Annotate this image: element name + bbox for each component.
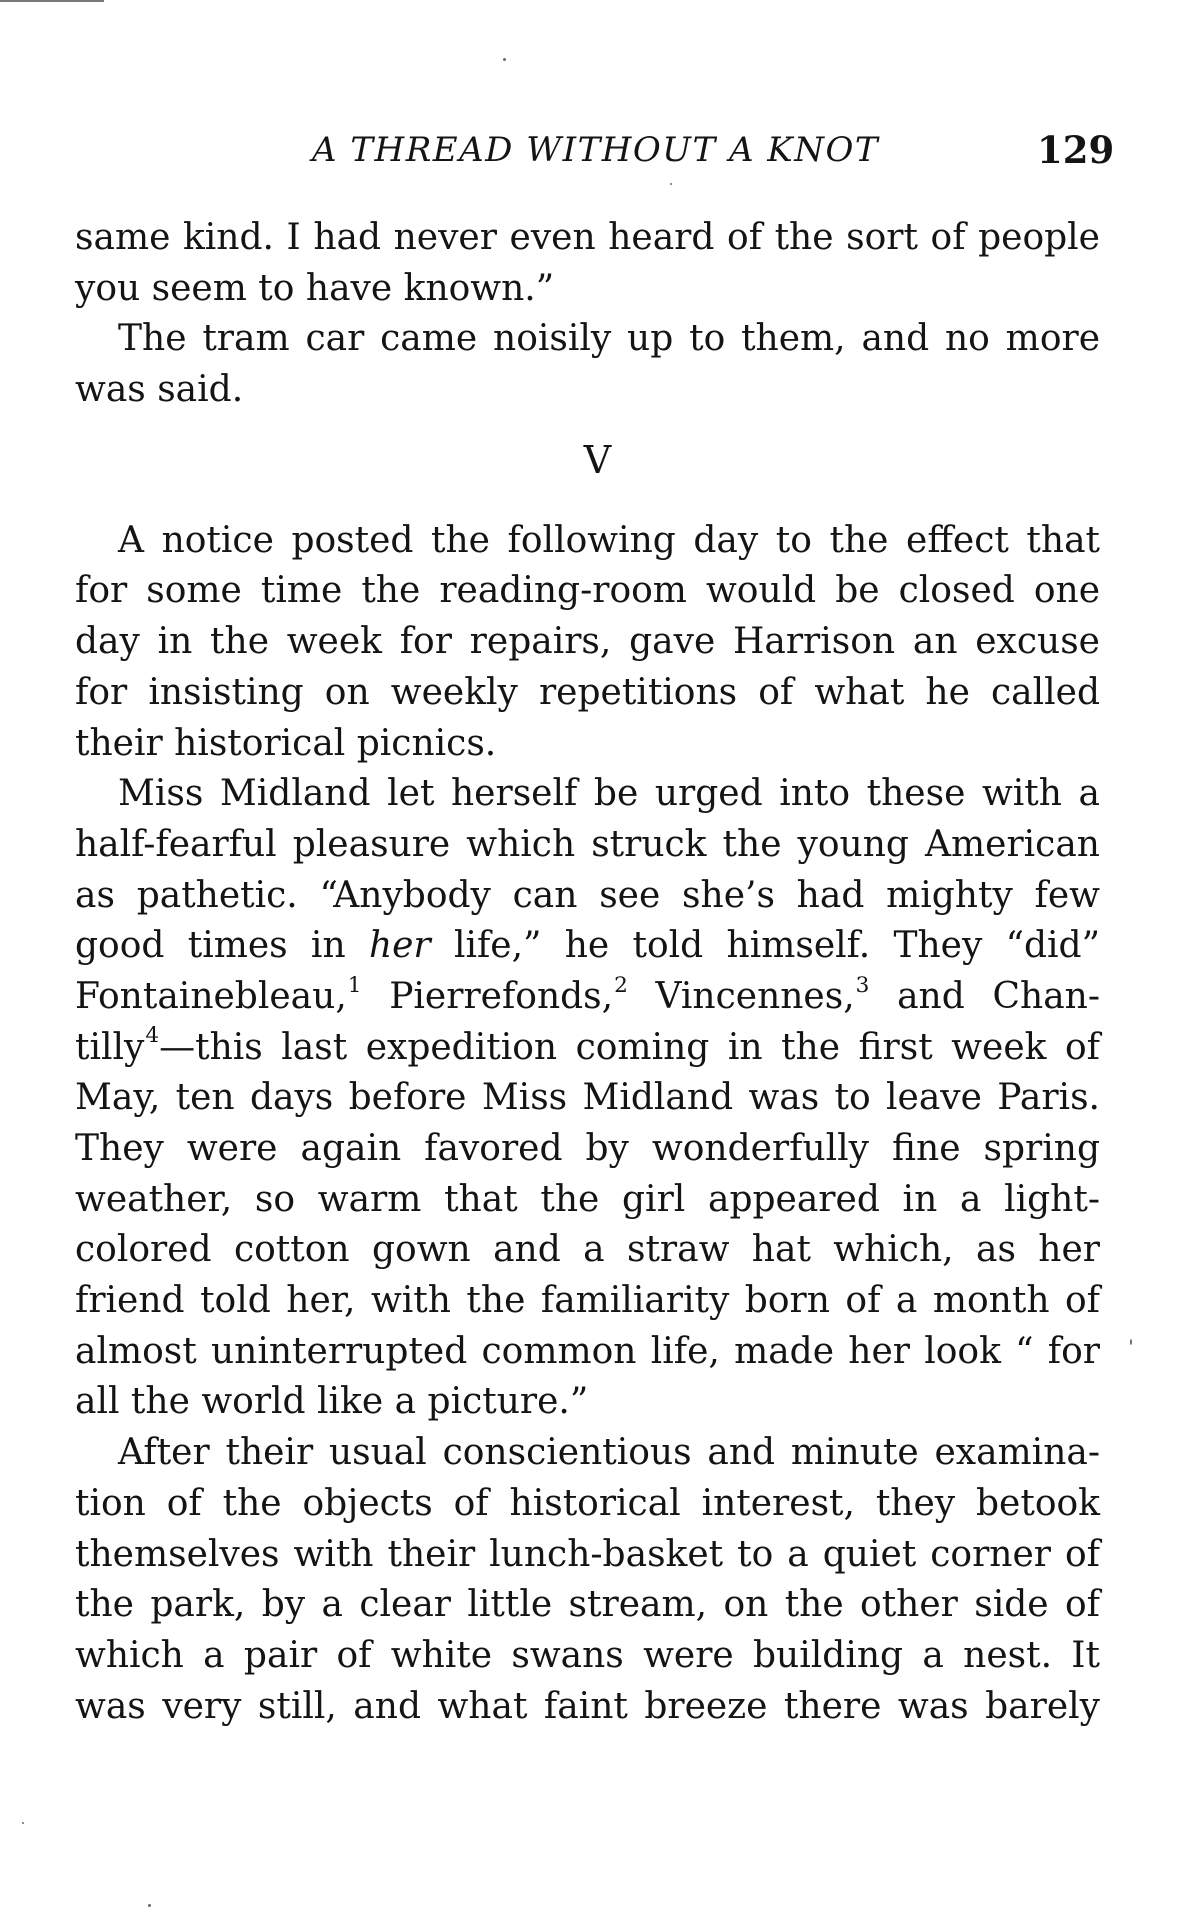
footnote-marker-3: 3 bbox=[855, 972, 870, 998]
text-line bbox=[75, 921, 1100, 972]
text-line: all the world like a picture.” bbox=[75, 1381, 589, 1423]
footnote-marker-2: 2 bbox=[614, 972, 628, 998]
text-line: colored cotton gown and a straw hat which, as her bbox=[75, 1229, 1100, 1271]
running-head bbox=[0, 128, 1201, 172]
text-line: same kind. I had never even heard of the sort of people bbox=[75, 217, 1100, 258]
text-fragment: and Chan- bbox=[869, 975, 1101, 1017]
text-fragment: life,” he told himself. They “did” bbox=[430, 925, 1100, 967]
text-line: for insisting on weekly repetitions of what he called bbox=[75, 671, 1100, 713]
text-line: as pathetic. “Anybody can see she’s had mighty few bbox=[75, 874, 1100, 916]
paper-speck bbox=[503, 58, 506, 61]
text-line: weather, so warm that the girl appeared in a light- bbox=[75, 1178, 1100, 1220]
text-line: After their usual conscientious and minute examina- bbox=[118, 1432, 1100, 1474]
text-line: you seem to have known.” bbox=[75, 267, 555, 309]
text-line: which a pair of white swans were building a nest. It bbox=[75, 1634, 1100, 1676]
paper-speck bbox=[670, 183, 672, 185]
text-line: was very still, and what faint breeze there was barely bbox=[75, 1685, 1100, 1727]
text-line: the park, by a clear little stream, on the other side of bbox=[75, 1584, 1100, 1626]
body-text bbox=[75, 213, 1100, 1732]
text-line: A notice posted the following day to the effect that bbox=[118, 519, 1100, 561]
text-line: half-fearful pleasure which struck the young American bbox=[75, 823, 1100, 865]
place-name: Fontainebleau, bbox=[75, 975, 347, 1017]
text-line bbox=[75, 972, 1100, 1023]
text-fragment: tilly bbox=[75, 1026, 145, 1068]
text-line: themselves with their lunch-basket to a quiet corner of bbox=[75, 1533, 1100, 1575]
emphasized-word: her bbox=[368, 925, 431, 967]
running-title: A THREAD WITHOUT A KNOT bbox=[312, 130, 880, 170]
text-line: was said. bbox=[75, 369, 244, 411]
page-number: 129 bbox=[1037, 128, 1115, 172]
text-fragment: good times in bbox=[75, 925, 369, 967]
text-line bbox=[75, 1023, 1100, 1074]
text-line: friend told her, with the familiarity born of a month of bbox=[75, 1280, 1100, 1322]
footnote-marker-1: 1 bbox=[347, 972, 362, 998]
text-line: tion of the objects of historical interest, they betook bbox=[75, 1482, 1100, 1524]
text-line: May, ten days before Miss Midland was to leave Paris. bbox=[75, 1077, 1100, 1119]
text-line: Miss Midland let herself be urged into these with a bbox=[118, 773, 1100, 815]
place-name: Vincennes, bbox=[627, 975, 855, 1017]
text-line: for some time the reading-room would be closed one bbox=[75, 570, 1100, 612]
paper-speck bbox=[22, 1822, 24, 1824]
paper-speck bbox=[148, 1904, 151, 1907]
text-line: their historical picnics. bbox=[75, 722, 497, 764]
footnote-marker-4: 4 bbox=[145, 1023, 160, 1049]
text-line: They were again favored by wonderfully fine spring bbox=[75, 1128, 1100, 1169]
text-line: almost uninterrupted common life, made her look “ for bbox=[75, 1330, 1100, 1372]
scan-edge-mark bbox=[0, 0, 104, 2]
text-line: The tram car came noisily up to them, and no more bbox=[118, 318, 1100, 360]
text-line: day in the week for repairs, gave Harrison an excuse bbox=[75, 621, 1100, 663]
paper-speck bbox=[1130, 1339, 1132, 1345]
text-fragment: —this last expedition coming in the first week of bbox=[159, 1026, 1100, 1068]
section-heading: V bbox=[583, 437, 612, 482]
place-name: Pierrefonds, bbox=[361, 975, 614, 1017]
